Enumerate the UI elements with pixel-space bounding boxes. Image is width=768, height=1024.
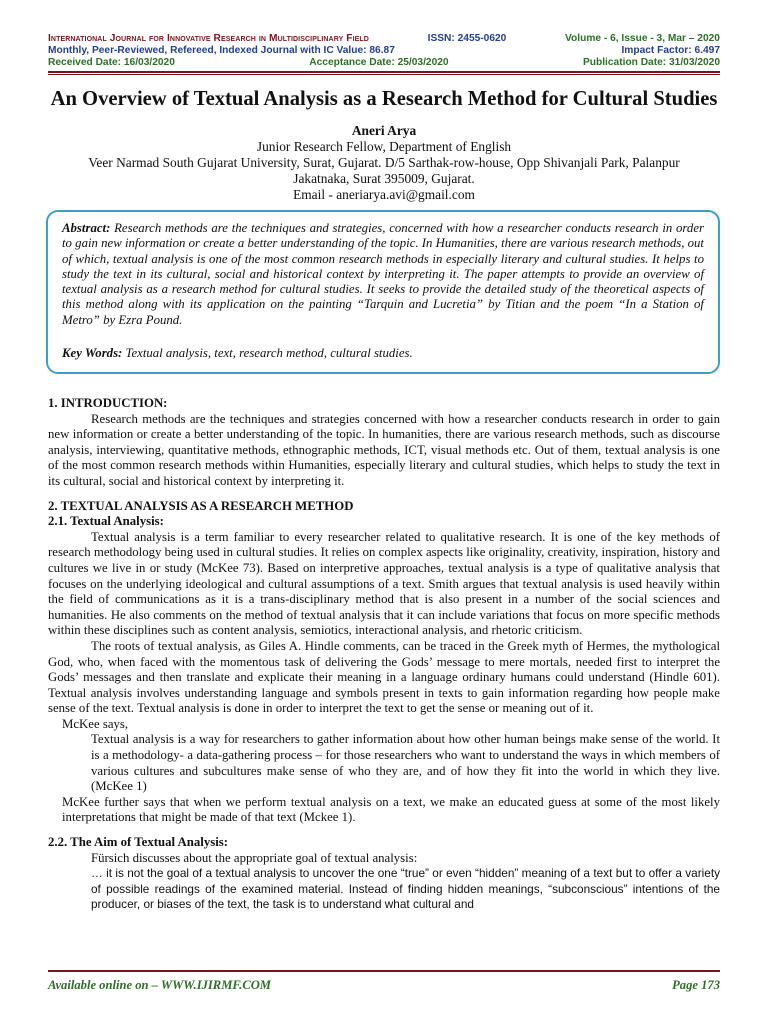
footer-website: Available online on – WWW.IJIRMF.COM xyxy=(48,978,272,992)
subsection-heading-2-2: 2.2. The Aim of Textual Analysis: xyxy=(48,835,229,850)
author-name: Aneri Arya xyxy=(351,123,417,138)
mckee-says: McKee says, xyxy=(62,716,129,731)
abstract-label: Abstract: xyxy=(62,221,111,235)
paper-body xyxy=(48,396,720,913)
page-footer xyxy=(48,978,720,993)
abstract-paragraph xyxy=(62,221,704,328)
received-date: Received Date: 16/03/2020 xyxy=(48,56,175,68)
paper-title: An Overview of Textual Analysis as a Research Method for Cultural Studies xyxy=(50,88,718,110)
journal-header xyxy=(48,33,720,71)
header-divider-thin xyxy=(48,74,720,75)
paragraph-2-1-c: McKee further says that when we perform textual analysis on a text, we make an educated guess at some of the most likely interpretations that might be made of that text (Mckee 1). xyxy=(62,794,720,825)
intro-paragraph: Research methods are the techniques and strategies concerned with how a researcher conducts research in order to gain new information or create a better understanding of the topic. In humanities, there are various research methods, such as discourse analysis, interviewing, quantitative methods, ethnographic methods, ICT, visual methods etc. Out of them, textual analysis is one of the most common research methods within Humanities, especially literary and cultural studies, which helps to study the text in its cultural, social and historical context by interpreting it. xyxy=(48,411,720,488)
abstract-text: Research methods are the techniques and strategies, concerned with how a researcher conducts research in order to gain new information or create a better understanding of the topic. In Humanities, there are various research methods, out of which, textual analysis is one of the most common research methods in especially literary and cultural studies. It helps to study the text in its cultural, social and historical context by interpreting it. The paper attempts to provide an overview of textual analysis as a research method for cultural studies. It seeks to provide the detailed study of the theoretical aspects of this method along with its application on the painting “Tarquin and Lucretia” by Titian and the poem “In a Station of Metro” by Ezra Pound. xyxy=(62,221,704,327)
journal-name: International Journal for Innovative Research in Multidisciplinary Field xyxy=(48,33,369,44)
header-row-1 xyxy=(48,33,720,45)
mckee-quote: Textual analysis is a way for researchers to gather information about how other human beings make sense of the world. It is a methodology- a data-gathering process – for those researchers who want to understand the ways in which members of various cultures and subcultures make sense of who they are, and of how they fit into the world in which they live. (McKee 1) xyxy=(91,732,720,794)
paragraph-2-1-a: Textual analysis is a term familiar to every researcher related to qualitative research. It is one of the key methods of research methodology being used in cultural studies. It relies on complex aspects like originality, creativity, inspiration, history and cultures we live in or study (McKee 73). Based on interpretive approaches, textual analysis is a type of qualitative analysis that focuses on the underlying ideological and cultural assumptions of a text. Smith argues that textual analysis is used heavily within the field of communications as it is a trans-disciplinary method that is also present in a number of the social sciences and humanities. He also comments on the method of textual analysis that it can include variations that focus on more specific methods within these disciplines such as content analysis, semiotics, interactional analysis, and rhetoric criticism. xyxy=(48,529,720,638)
keywords-text: Textual analysis, text, research method, cultural studies. xyxy=(122,346,413,361)
header-row-2 xyxy=(48,45,720,57)
footer-divider xyxy=(48,970,720,972)
section-heading-textual-analysis: 2. TEXTUAL ANALYSIS AS A RESEARCH METHOD xyxy=(48,498,354,513)
abstract-box xyxy=(46,210,720,374)
keywords-line xyxy=(62,346,704,361)
keywords-label: Key Words: xyxy=(62,346,123,361)
author-email: Email - aneriarya.avi@gmail.com xyxy=(293,187,475,202)
author-affiliation-1: Junior Research Fellow, Department of English xyxy=(256,139,512,154)
issn: ISSN: 2455-0620 xyxy=(427,33,507,44)
publication-date: Publication Date: 31/03/2020 xyxy=(582,56,720,68)
impact-factor: Impact Factor: 6.497 xyxy=(621,44,720,56)
review-info: Monthly, Peer-Reviewed, Refereed, Indexed Journal with IC Value: 86.87 xyxy=(48,44,395,56)
volume-issue: Volume - 6, Issue - 3, Mar – 2020 xyxy=(565,33,720,44)
author-affiliation-3: Jakatnaka, Surat 395009, Gujarat. xyxy=(293,171,475,186)
author-affiliation-2: Veer Narmad South Gujarat University, Surat, Gujarat. D/5 Sarthak-row-house, Opp Shivanjali Park, Palanpur xyxy=(88,155,680,170)
fursich-quote: … it is not the goal of a textual analysis to uncover the one “true” or even “hidden” meaning of a text but to offer a variety of possible readings of the examined material. Instead of finding hidden meanings, “subconscious” intentions of the producer, or biases of the text, the task is to understand what cultural and xyxy=(91,866,720,912)
author-block xyxy=(40,123,728,203)
subsection-heading-2-1: 2.1. Textual Analysis: xyxy=(48,514,164,529)
paragraph-2-2-a: Fürsich discusses about the appropriate goal of textual analysis: xyxy=(91,850,418,865)
page-number: Page 173 xyxy=(672,978,720,992)
paragraph-2-1-b: The roots of textual analysis, as Giles A. Hindle comments, can be traced in the Greek myth of Hermes, the mythological God, who, when faced with the momentous task of delivering the Gods’ message to mere mortals, needed first to interpret the Gods’ messages and then translate and explicate their meaning in a language ordinary humans could understand (Hindle 601). Textual analysis involves understanding language and symbols present in texts to gain information regarding how people make sense of the text. Textual analysis is done in order to interpret the text to get the sense or meaning out of it. xyxy=(48,638,720,716)
header-divider xyxy=(48,71,720,73)
section-heading-introduction: 1. INTRODUCTION: xyxy=(48,396,168,410)
header-row-3 xyxy=(48,57,720,69)
acceptance-date: Acceptance Date: 25/03/2020 xyxy=(309,56,449,68)
